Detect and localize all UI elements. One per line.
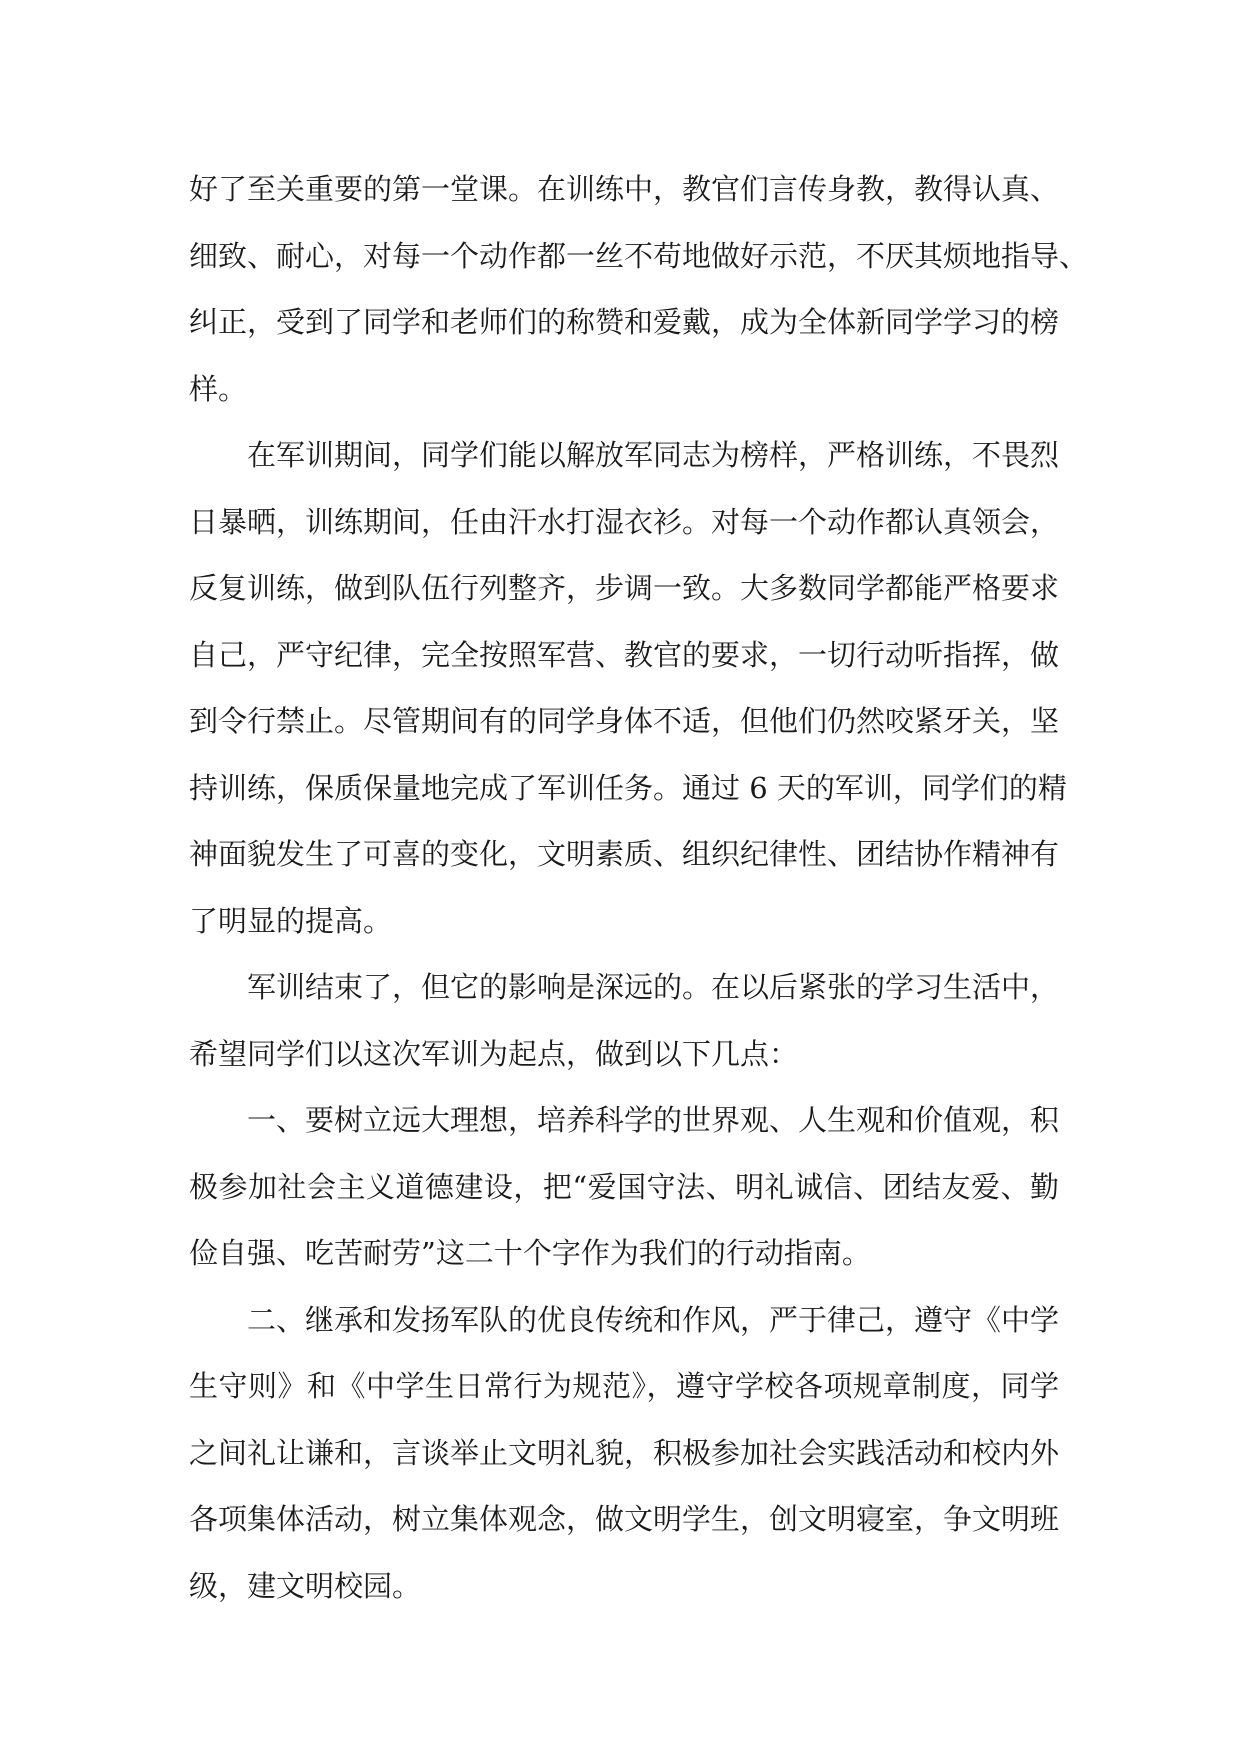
text-line: 级，建文明校园。 xyxy=(189,1568,422,1603)
text-line: 军训结束了，但它的影响是深远的。在以后紧张的学习生活中， xyxy=(247,970,1060,1004)
text-line: 各项集体活动，树立集体观念，做文明学生，创文明寝室，争文明班 xyxy=(189,1502,1060,1536)
text-line: 一、要树立远大理想，培养科学的世界观、人生观和价值观，积 xyxy=(247,1103,1060,1137)
text-line: 样。 xyxy=(189,371,248,406)
text-line: 纠正，受到了同学和老师们的称赞和爱戴，成为全体新同学学习的榜 xyxy=(189,305,1060,339)
text-line: 细致、耐心，对每一个动作都一丝不苟地做好示范，不厌其烦地指导、 xyxy=(189,238,1089,273)
text-line: 在军训期间，同学们能以解放军同志为榜样，严格训练，不畏烈 xyxy=(247,438,1060,472)
text-line: 好了至关重要的第一堂课。在训练中，教官们言传身教，教得认真、 xyxy=(189,172,1060,206)
text-line: 了明显的提高。 xyxy=(189,903,393,938)
text-line: 到令行禁止。尽管期间有的同学身体不适，但他们仍然咬紧牙关，坚 xyxy=(189,704,1060,738)
text-line: 日暴晒，训练期间，任由汗水打湿衣衫。对每一个动作都认真领会， xyxy=(189,504,1060,539)
text-line: 持训练，保质保量地完成了军训任务。通过 6 天的军训，同学们的精 xyxy=(189,770,1067,805)
text-line: 反复训练，做到队伍行列整齐，步调一致。大多数同学都能严格要求 xyxy=(189,571,1060,605)
text-line: 生守则》和《中学生日常行为规范》，遵守学校各项规章制度，同学 xyxy=(189,1369,1059,1403)
paragraph-3 xyxy=(189,1087,1059,1287)
paragraph-1 xyxy=(189,422,1067,954)
paragraph-0 xyxy=(189,156,1089,422)
paragraph-2 xyxy=(189,954,1059,1087)
body-text xyxy=(189,156,1089,1619)
text-line: 俭自强、吃苦耐劳”这二十个字作为我们的行动指南。 xyxy=(189,1236,871,1270)
text-line: 极参加社会主义道德建设，把“爱国守法、明礼诚信、团结友爱、勤 xyxy=(189,1169,1059,1204)
text-line: 神面貌发生了可喜的变化，文明素质、组织纪律性、团结协作精神有 xyxy=(189,837,1060,871)
text-line: 二、继承和发扬军队的优良传统和作风，严于律己，遵守《中学 xyxy=(247,1302,1060,1337)
paragraph-4 xyxy=(189,1287,1059,1620)
text-line: 自己，严守纪律，完全按照军营、教官的要求，一切行动听指挥，做 xyxy=(189,637,1060,672)
text-line: 希望同学们以这次军训为起点，做到以下几点： xyxy=(189,1036,799,1071)
text-line: 之间礼让谦和，言谈举止文明礼貌，积极参加社会实践活动和校内外 xyxy=(189,1435,1060,1470)
